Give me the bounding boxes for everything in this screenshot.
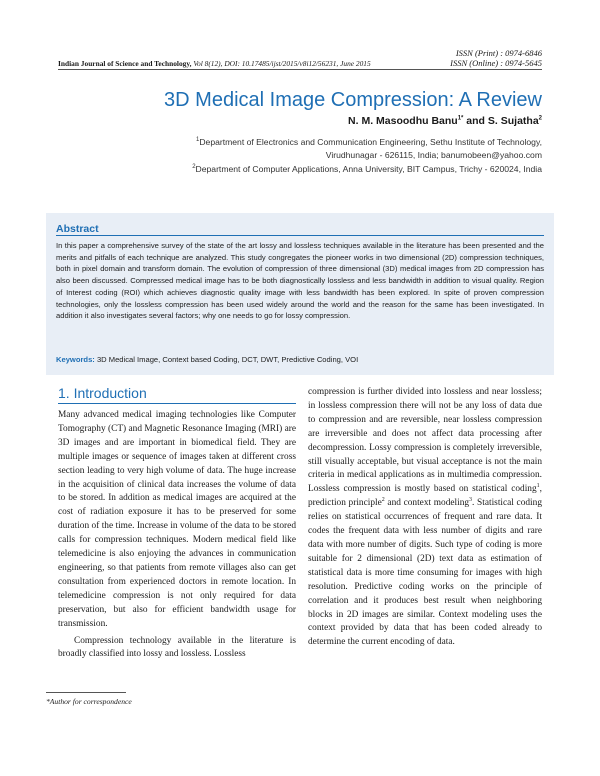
abstract-text: In this paper a comprehensive survey of the state of the art lossy and lossless techniques available in the literature has been presented and the merits and pitfalls of each technique are analyzed. This study congregates the pioneer works in two dimensional (2D) compression techniques, both in pixel domain and transform domain. The evolution of compression of three dimensional (3D) medical images from 2D compression has also been discussed. Compressed medical image has to be both diagnostically lossless and less bandwidth in addition to visual quality. Region of Interest coding (ROI) which achieves diagnostic quality image with less bandwidth has been explored. In spite of proven compression technologies, only the lossless compression has been used widely around the world and the reason for the same has been investigated. In addition it also investigates several factors; why one needs to go for lossy compression. xyxy=(56,241,544,321)
affiliation-2-sup: 2 xyxy=(192,164,196,171)
text-run: and context modeling xyxy=(384,498,470,509)
citation-1: 1 xyxy=(536,483,540,490)
affiliation-1-line-1: Department of Electronics and Communication Engineering, Sethu Institute of Technology, xyxy=(199,137,542,147)
footnote-rule xyxy=(46,692,126,693)
header-rule xyxy=(58,69,542,70)
intro-paragraph-3 xyxy=(308,386,542,650)
citation-3: 3 xyxy=(469,497,473,504)
journal-name: Indian Journal of Science and Technology, xyxy=(58,59,192,68)
keywords-list: 3D Medical Image, Context based Coding, DCT, DWT, Predictive Coding, VOI xyxy=(94,355,359,364)
abstract-heading: Abstract xyxy=(56,223,99,235)
journal-details: Vol 8(12), DOI: 10.17485/ijst/2015/v8i12/56231, June 2015 xyxy=(191,59,371,68)
keywords xyxy=(56,355,544,364)
paper-title: 3D Medical Image Compression: A Review xyxy=(164,89,542,112)
author-2-sup: 2 xyxy=(538,115,542,122)
footnote: *Author for correspondence xyxy=(46,697,132,706)
author-2: and S. Sujatha xyxy=(463,115,539,127)
column-right xyxy=(308,386,542,650)
journal-citation xyxy=(58,59,488,68)
affiliation-2-line-1: Department of Computer Applications, Anna University, BIT Campus, Trichy - 620024, India xyxy=(195,164,542,174)
column-left xyxy=(58,409,296,662)
keywords-label: Keywords: xyxy=(56,355,95,364)
section-rule xyxy=(58,403,296,404)
affiliation-1 xyxy=(122,136,542,161)
affiliation-2 xyxy=(122,163,542,176)
author-1-sup: 1* xyxy=(457,115,464,122)
affiliation-1-sup: 1 xyxy=(195,137,200,144)
text-run: compression is further divided into lossless and near lossless; in lossless compression there will not be any loss of data due to compression and are reversible, near lossless compression are irreversible and does not affect data processing after decompression. Lossy compression is completely irreversible, still visually acceptable, but visual acceptance is not the main criteria in medical applications as in multimedia compression. Lossless compression is mostly based on statistical coding xyxy=(308,387,542,495)
citation-2: 2 xyxy=(381,497,385,504)
text-run: . Statistical coding relies on statistical occurrences of frequent and rare data. It codes the frequent data with less number of digits and rare data with more number of digits. Such type of coding is more suitable for 2 dimensional (2D) text data as estimation of statistical data is more time consuming for images with high resolution. Predictive coding works on the principle of correlation and it produces best result when neighboring blocks in 2D images are similar. Context modeling uses the context provided by data that has been coded already to determine the current encoding of data. xyxy=(308,498,542,648)
authors xyxy=(142,115,542,127)
intro-paragraph-2: Compression technology available in the literature is broadly classified into lossy and lossless. Lossless xyxy=(58,635,296,660)
text-run: , prediction principle xyxy=(308,484,542,509)
affiliation-1-line-2: Virudhunagar - 626115, India; banumobeen@yahoo.com xyxy=(325,149,542,160)
intro-paragraph-1: Many advanced medical imaging technologies like Computer Tomography (CT) and Magnetic Resonance Imaging (MRI) are 3D images and are important in biomedical field. They are multiple images or sequence of images taken at different cross section leading to very high volume of data. The huge increase in the acquisition of clinical data increases the volume of data to be stored. In addition as medical images are acquired at the cost of radiation exposure it has to be preserved for some duration of the time. Increase in volume of the data to be stored calls for compression techniques. Modern medical field like telemedicine is also enjoying the advances in communication engineering, so that patients from remote villages also can get consultation from experienced doctors in remote location. In telemedicine compression is not only required for data preservation, but also for efficient bandwidth usage for transmission. xyxy=(58,410,296,629)
section-heading: 1. Introduction xyxy=(58,385,147,401)
author-1: N. M. Masoodhu Banu xyxy=(348,115,458,127)
issn-print: ISSN (Print) : 0974-6846 xyxy=(455,48,542,58)
abstract-rule xyxy=(56,235,544,236)
issn-online: ISSN (Online) : 0974-5645 xyxy=(450,58,542,68)
